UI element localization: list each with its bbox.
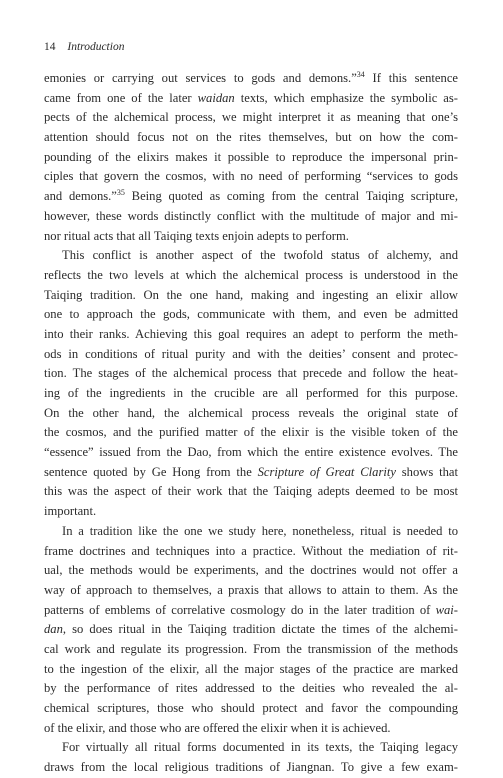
paragraph [44, 246, 458, 522]
text-line: sentence quoted by Ge Hong from the Scripture of Great Clarity shows that [44, 464, 458, 479]
text-line: tion. The stages of the alchemical process that precede and follow the heat- [44, 366, 458, 381]
text-line: important. [44, 504, 97, 519]
paragraph [44, 69, 458, 246]
italic-term: wai- [435, 602, 458, 617]
text-line: attention should focus not on the rites themselves, but on how the com- [44, 130, 458, 145]
text-line: dan, so does ritual in the Taiqing tradition dictate the times of the alchemi- [44, 622, 458, 637]
text-line: For virtually all ritual forms documented in its texts, the Taiqing legacy [62, 740, 458, 755]
paragraph [44, 522, 458, 739]
paragraph [44, 738, 458, 777]
text-line: came from one of the later waidan texts, which emphasize the symbolic as- [44, 90, 458, 105]
text-line: ciples that govern the cosmos, with no need of performing “services to gods [44, 169, 458, 184]
text-line: by the performance of rites addressed to the deities who revealed the al- [44, 681, 458, 696]
text-line: This conflict is another aspect of the twofold status of alchemy, and [62, 248, 458, 263]
page-number: 14 [44, 41, 56, 53]
section-title: Introduction [67, 41, 125, 53]
body-text [44, 69, 458, 778]
text-line: the cosmos, and the purified matter of the elixir is the visible token of the [44, 425, 458, 440]
text-line: frame doctrines and techniques into a practice. Without the mediation of rit- [44, 543, 458, 558]
text-line: to the ingestion of the elixir, all the major stages of the practice are marked [44, 661, 458, 676]
text-line: patterns of emblems of correlative cosmology do in the later tradition of wai- [44, 602, 458, 617]
text-line: however, these words distinctly conflict with the multitude of major and mi- [44, 208, 458, 223]
text-line: this was the aspect of their work that the Taiqing adepts deemed to be most [44, 484, 458, 499]
text-line: ing of the ingredients in the crucible are all performed for this purpose. [44, 386, 458, 400]
text-line: On the other hand, the alchemical process reveals the original state of [44, 405, 458, 420]
text-line: ods in conditions of ritual purity and with the deities’ consent and protec- [44, 346, 458, 361]
footnote-marker[interactable]: 34 [356, 69, 365, 79]
text-line: one to approach the gods, communicate with them, and even be admitted [44, 307, 458, 322]
text-line: cal work and regulate its progression. From the transmission of the methods [44, 641, 458, 656]
text-line: ual, the methods would be experiments, and the doctrines would not offer a [44, 563, 458, 578]
text-line: way of approach to themselves, a praxis that allows to attain to them. As the [44, 582, 458, 597]
italic-term: waidan [197, 90, 235, 105]
text-line: of the elixir, and those who are offered the elixir when it is achieved. [44, 720, 391, 735]
text-line: Taiqing tradition. On the one hand, making and ingesting an elixir allow [44, 287, 458, 302]
text-line: emonies or carrying out services to gods and demons.”$^{34}$ If this sentence [44, 69, 458, 85]
footnote-marker[interactable]: 35 [116, 187, 125, 197]
text-line: nor ritual acts that all Taiqing texts enjoin adepts to perform. [44, 228, 349, 243]
running-head [44, 40, 124, 54]
text-line: and demons.”$^{35}$ Being quoted as coming from the central Taiqing scripture, [44, 187, 458, 204]
text-line: In a tradition like the one we study here, nonetheless, ritual is needed to [62, 523, 458, 538]
italic-term: Scripture of Great Clarity [257, 464, 396, 479]
text-line: into their ranks. Achieving this goal requires an adept to perform the meth- [44, 326, 458, 341]
text-line: chemical scriptures, those who should protect and favor the compounding [44, 701, 458, 715]
text-line: reflects the two levels at which the alchemical process is understood in the [44, 267, 458, 282]
text-line: pects of the alchemical process, we might interpret it as meaning that one’s [44, 110, 458, 125]
text-line: pounding of the elixirs makes it possible to reproduce the impersonal prin- [44, 149, 458, 164]
text-line: “essence” issued from the Dao, from which the entire existence evolves. The [44, 445, 458, 460]
italic-term: dan [44, 622, 63, 637]
text-line: draws from the local religious traditions of Jiangnan. To give a few exam- [44, 760, 458, 775]
